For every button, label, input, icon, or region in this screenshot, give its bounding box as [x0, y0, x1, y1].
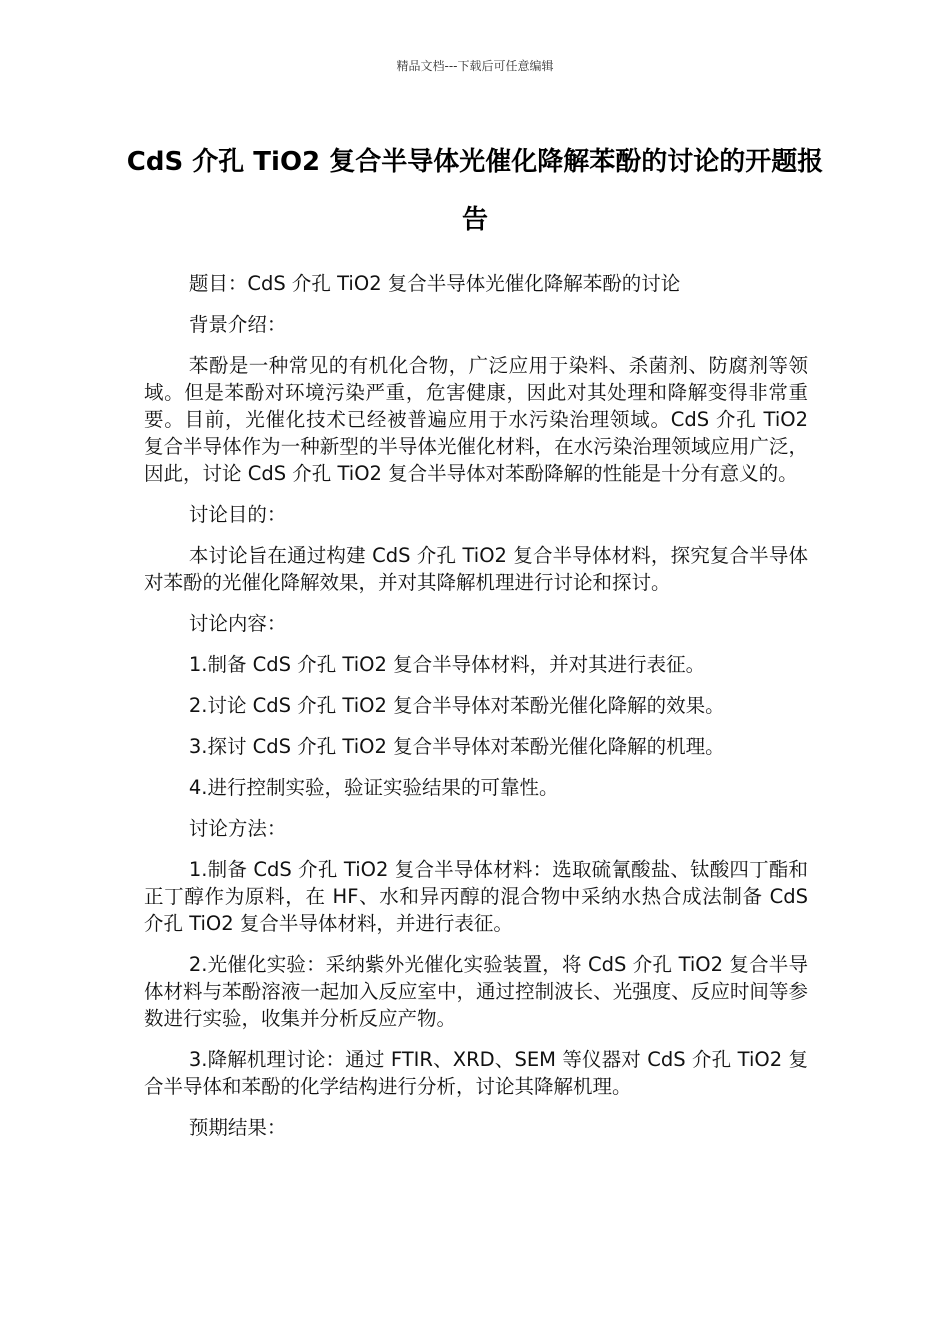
purpose-heading: 讨论目的：: [188, 503, 287, 526]
content-item-1: 1.制备 CdS 介孔 TiO2 复合半导体材料，并对其进行表征。: [188, 653, 706, 676]
content-heading: 讨论内容：: [188, 612, 287, 635]
content-item-2: 2.讨论 CdS 介孔 TiO2 复合半导体对苯酚光催化降解的效果。: [188, 694, 725, 717]
background-heading: 背景介绍：: [188, 313, 287, 336]
method-item-3: 3.降解机理讨论：通过 FTIR、XRD、SEM 等仪器对 CdS 介孔 TiO2 复合半导体和苯酚的化学结构进行分析，讨论其降解机理。: [144, 1048, 808, 1098]
content-item-3: 3.探讨 CdS 介孔 TiO2 复合半导体对苯酚光催化降解的机理。: [188, 735, 725, 758]
method-item-2: 2.光催化实验：采纳紫外光催化实验装置，将 CdS 介孔 TiO2 复合半导体材料与苯酚溶液一起加入反应室中，通过控制波长、光强度、反应时间等参数进行实验，收集并分析反应产物。: [144, 953, 808, 1030]
method-heading: 讨论方法：: [188, 817, 287, 840]
content-item-4: 4.进行控制实验，验证实验结果的可靠性。: [188, 776, 559, 799]
expected-results-heading: 预期结果：: [188, 1116, 287, 1139]
document-title: CdS 介孔 TiO2 复合半导体光催化降解苯酚的讨论的开题报告: [126, 147, 824, 235]
document-body: [144, 270, 808, 1155]
background-paragraph: 苯酚是一种常见的有机化合物，广泛应用于染料、杀菌剂、防腐剂等领域。但是苯酚对环境污染严重，危害健康，因此对其处理和降解变得非常重要。目前，光催化技术已经被普遍应用于水污染治理领域。CdS 介孔 TiO2 复合半导体作为一种新型的半导体光催化材料，在水污染治理领域应用广泛，因此，讨论 CdS 介孔 TiO2 复合半导体对苯酚降解的性能是十分有意义的。: [144, 354, 808, 485]
page-header-note: 精品文档---下载后可任意编辑: [396, 59, 554, 73]
purpose-paragraph: 本讨论旨在通过构建 CdS 介孔 TiO2 复合半导体材料，探究复合半导体对苯酚的光催化降解效果，并对其降解机理进行讨论和探讨。: [144, 544, 808, 594]
method-item-1: 1.制备 CdS 介孔 TiO2 复合半导体材料：选取硫氰酸盐、钛酸四丁酯和正丁醇作为原料，在 HF、水和异丙醇的混合物中采纳水热合成法制备 CdS 介孔 TiO2 复合半导体材料，并进行表征。: [144, 858, 808, 935]
topic-line: 题目：CdS 介孔 TiO2 复合半导体光催化降解苯酚的讨论: [188, 272, 681, 295]
